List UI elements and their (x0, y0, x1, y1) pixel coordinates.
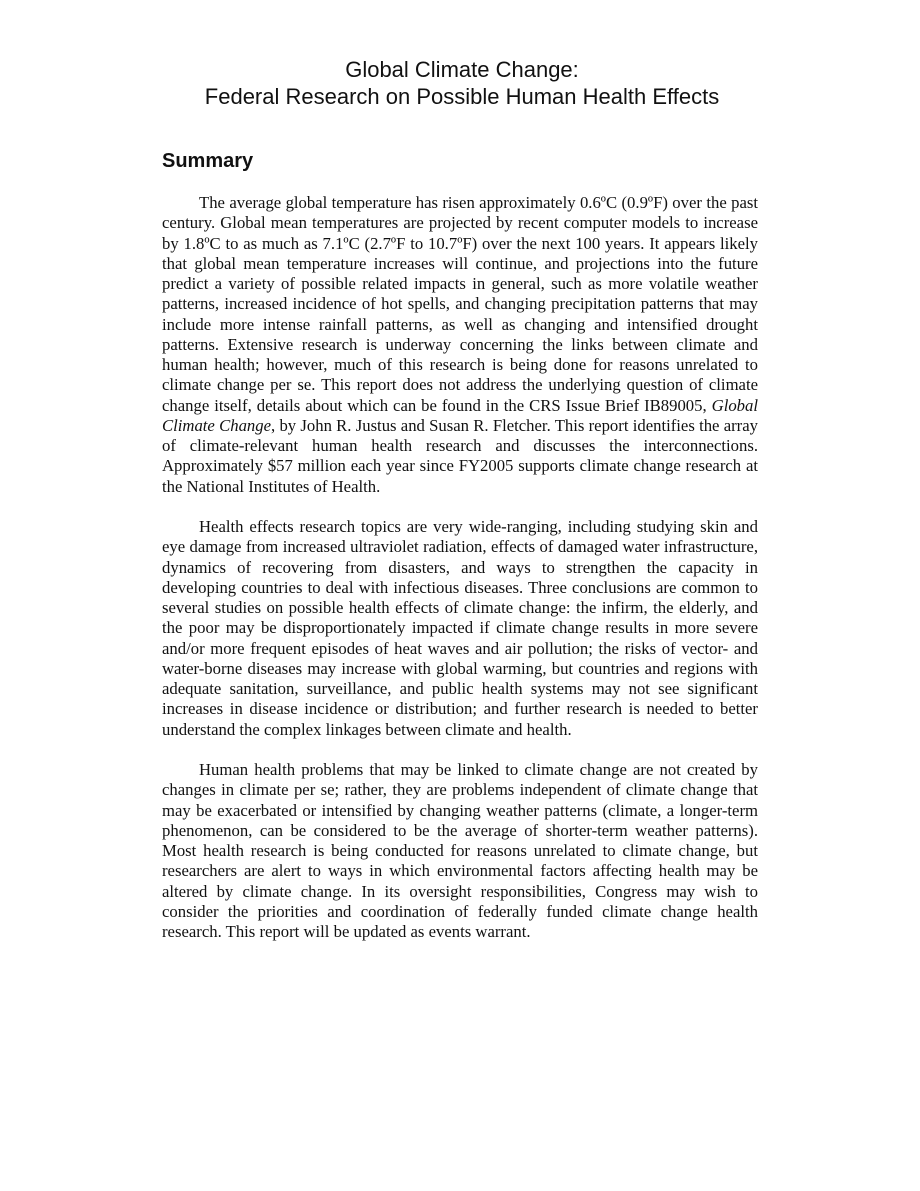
paragraph-1-italic-title: Global Climate Change (162, 395, 758, 435)
title-line-2: Federal Research on Possible Human Health Effects (204, 84, 720, 109)
title-line-1: Global Climate Change: (345, 57, 579, 82)
summary-body (162, 193, 758, 942)
summary-paragraph-2: Health effects research topics are very wide-ranging, including studying skin and eye damage from increased ultraviolet radiation, effects of damaged water infrastructure, dynamics of recovering from disasters, and ways to strengthen the capacity in developing countries to deal with infectious diseases. Three conclusions are common to several studies on possible health effects of climate change: the infirm, the elderly, and the poor may be disproportionately impacted if climate change results in more severe and/or more frequent episodes of heat waves and air pollution; the risks of vector- and water-borne diseases may increase with global warming, but countries and regions with adequate sanitation, surveillance, and public health systems may not see significant increases in disease incidence or distribution; and further research is needed to better understand the complex linkages between climate and health. (162, 517, 758, 739)
summary-heading: Summary (162, 150, 254, 172)
paragraph-1-text-b: , by John R. Justus and Susan R. Fletcher. This report identifies the array of climate-relevant human health research and discusses the interconnections. Approximately $57 million each year since FY2005 supports climate change research at the National Institutes of Health. (162, 415, 758, 496)
summary-paragraph-1 (162, 193, 758, 497)
paragraph-1-text-a: The average global temperature has risen approximately 0.6ºC (0.9ºF) over the past century. Global mean temperatures are projected by recent computer models to increase by 1.8ºC to as much as 7.1ºC (2.7ºF to 10.7ºF) over the next 100 years. It appears likely that global mean temperature increases will continue, and projections into the future predict a variety of possible related impacts in general, such as more volatile weather patterns, increased incidence of hot spells, and changing precipitation patterns that may include more intense rainfall patterns, as well as changing and intensified drought patterns. Extensive research is underway concerning the links between climate and human health; however, much of this research is being done for reasons unrelated to climate change per se. This report does not address the underlying question of climate change itself, details about which can be found in the CRS Issue Brief IB89005, (162, 193, 758, 415)
document-title (0, 56, 920, 110)
summary-paragraph-3: Human health problems that may be linked to climate change are not created by changes in climate per se; rather, they are problems independent of climate change that may be exacerbated or intensified by changing weather patterns (climate, a longer-term phenomenon, can be considered to be the average of shorter-term weather patterns). Most health research is being conducted for reasons unrelated to climate change, but researchers are alert to ways in which environmental factors affecting health may be altered by climate change. In its oversight responsibilities, Congress may wish to consider the priorities and coordination of federally funded climate change health research. This report will be updated as events warrant. (162, 760, 758, 941)
